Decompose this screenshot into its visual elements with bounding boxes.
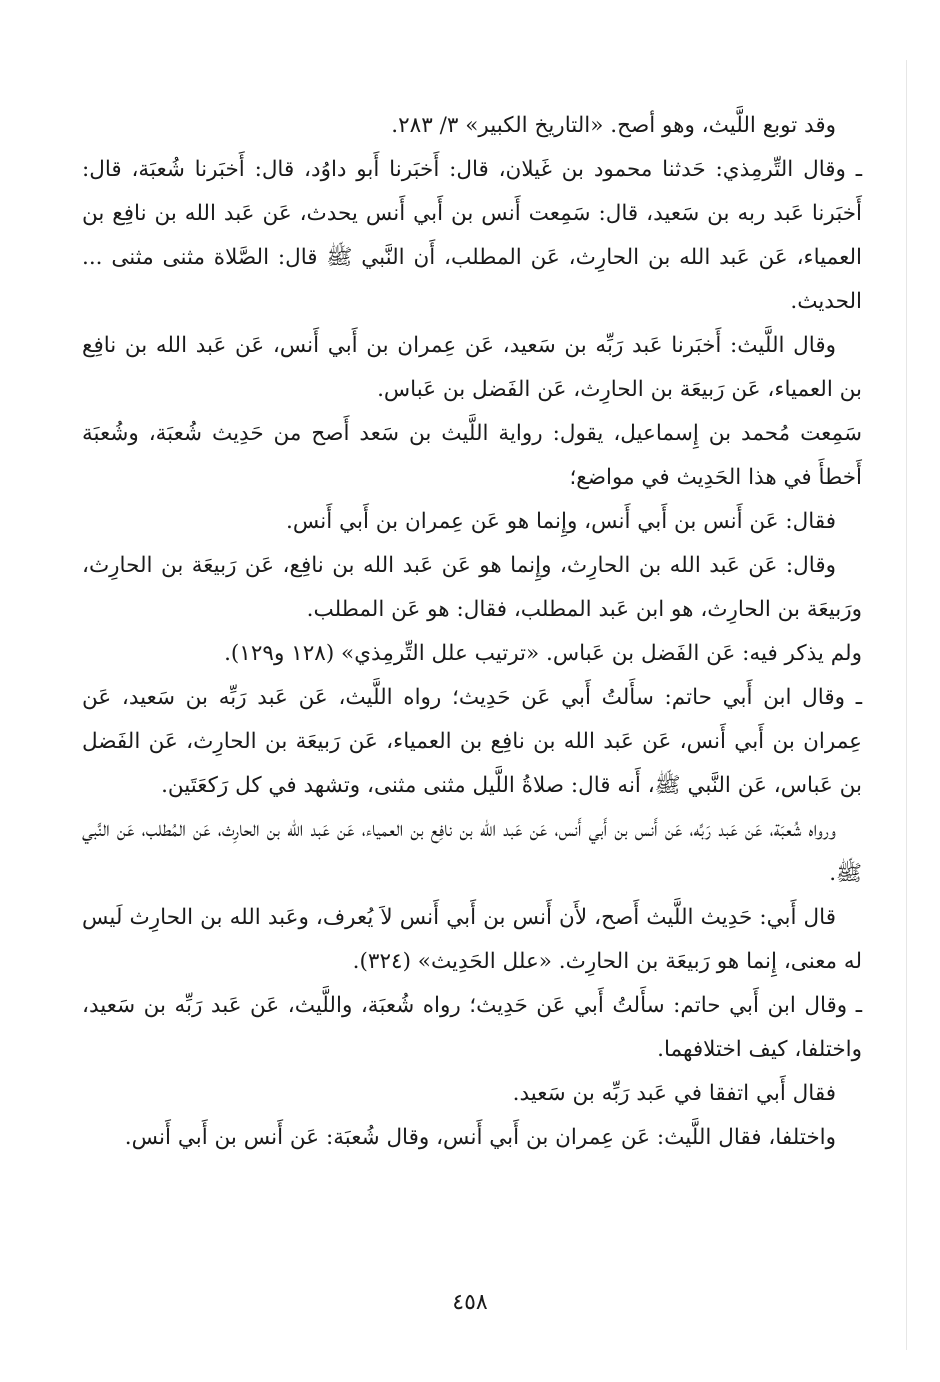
paragraph-1: وقد توبع اللَّيث، وهو أصح. «التاريخ الكبير» ٣/ ٢٨٣. — [391, 113, 836, 138]
paragraph-10: قال أَبي: حَدِيث اللَّيث أَصح، لأَن أَنس بن أَبي أَنس لاَ يُعرف، وعَبد الله بن الحارِث لَيس له معنى، إِنما هو رَبيعَة بن الحارِث. «علل الحَدِيث» (٣٢٤). — [82, 905, 862, 974]
paragraph-5: فقال: عَن أَنس بن أَبي أَنس، وإِنما هو عَن عِمران بن أَبي أَنس. — [286, 509, 836, 534]
paragraph-12: فقال أَبي اتفقا في عَبد رَبِّه بن سَعيد. — [512, 1081, 836, 1106]
paragraph-6: وقال: عَن عَبد الله بن الحارِث، وإِنما هو عَن عَبد الله بن نافِع، عَن رَبيعَة بن الحارِث، ورَبيعَة بن الحارِث، هو ابن عَبد المطلب، فقال: هو عَن المطلب. — [82, 553, 862, 622]
paragraph-3: وقال اللَّيث: أَخبَرنا عَبد رَبِّه بن سَعيد، عَن عِمران بن أَبي أَنس، عَن عَبد الله بن نافِع بن العمياء، عَن رَبيعَة بن الحارِث، عَن الفَضل بن عَباس. — [82, 333, 862, 402]
paragraph-2: ـ وقال التِّرمِذي: حَدثنا محمود بن غَيلان، قال: أَخبَرنا أَبو داوُد، قال: أَخبَرنا شُعبَة، قال: أَخبَرنا عَبد ربه بن سَعيد، قال: سَمِعت أَنس بن أَبي أَنس يحدث، عَن عَبد الله بن نافِع بن العمياء، عَن عَبد الله بن الحارِث، عَن المطلب، أَن النَّبي ﷺ قال: الصَّلاة مثنى مثنى ... الحديث. — [82, 157, 862, 314]
page-edge-line — [906, 60, 907, 1350]
paragraph-8: ـ وقال ابن أَبي حاتم: سأَلتُ أَبي عَن حَدِيث؛ رواه اللَّيث، عَن عَبد رَبِّه بن سَعيد، عَن عِمران بن أَبي أَنس، عَن عَبد الله بن نافِع بن العمياء، عَن رَبيعَة بن الحارِث، عَن الفَضل بن عَباس، عَن النَّبي ﷺ، أَنه قال: صلاةُ اللَّيل مثنى مثنى، وتشهد في كل رَكعَتَين. — [82, 685, 862, 798]
paragraph-7: ولم يذكر فيه: عَن الفَضل بن عَباس. «ترتيب علل التِّرمِذي» (١٢٨ و١٢٩). — [224, 641, 862, 666]
page-number: ٤٥٨ — [452, 1290, 488, 1315]
paragraph-13: واختلفا، فقال اللَّيث: عَن عِمران بن أَبي أَنس، وقال شُعبَة: عَن أَنس بن أَبي أَنس. — [124, 1125, 836, 1150]
page-body — [82, 104, 862, 1160]
paragraph-4: سَمِعت مُحمد بن إِسماعيل، يقول: رواية اللَّيث بن سَعد أَصح من حَدِيث شُعبَة، وشُعبَة أَخطأَ في هذا الحَدِيث في مواضع؛ — [82, 421, 862, 490]
paragraph-9: ورواه شُعبَة، عَن عَبد رَبِّه، عَن أَنس بن أَبي أَنس، عَن عَبد الله بن نافِع بن العمياء، عَن عَبد الله بن الحارِث، عَن المُطلب، عَن النَّبي ﷺ. — [82, 817, 862, 886]
paragraph-11: ـ وقال ابن أَبي حاتم: سأَلتُ أَبي عَن حَدِيث؛ رواه شُعبَة، واللَّيث، عَن عَبد رَبِّه بن سَعيد، واختلفا، كيف اختلافهما. — [82, 993, 862, 1062]
